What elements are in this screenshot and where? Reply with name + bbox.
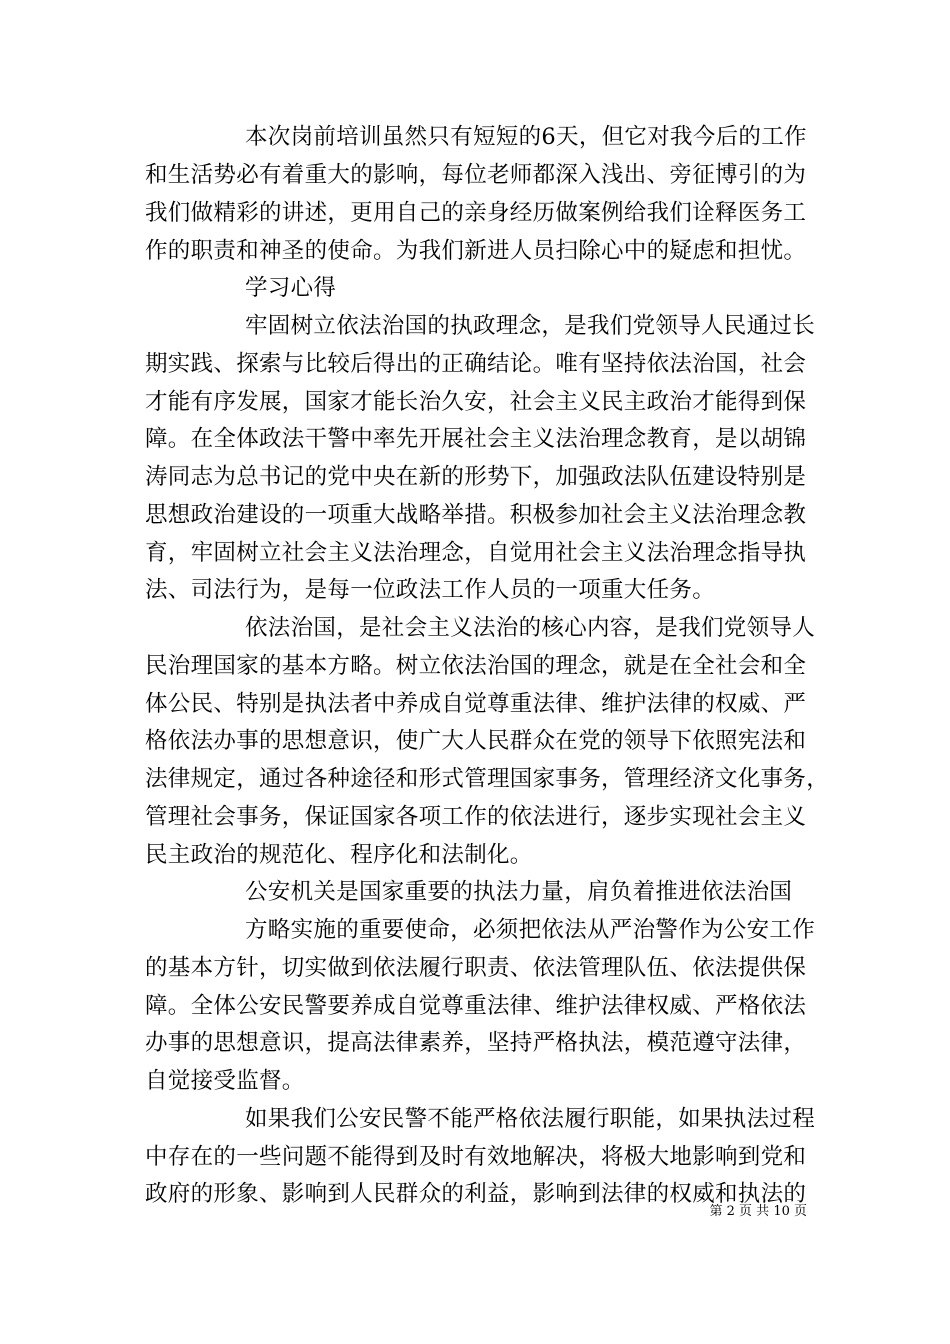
- body-text-line: 涛同志为总书记的党中央在新的形势下，加强政法队伍建设特别是: [145, 464, 807, 490]
- body-text-line: 障。全体公安民警要养成自觉尊重法律、维护法律权威、严格依法: [145, 993, 807, 1019]
- body-text-line: 法、司法行为，是每一位政法工作人员的一项重大任务。: [145, 577, 716, 603]
- body-text-line: 期实践、探索与比较后得出的正确结论。唯有坚持依法治国，社会: [145, 351, 807, 377]
- body-text-line: 作的职责和神圣的使命。为我们新进人员扫除心中的疑虑和担忧。: [145, 238, 807, 264]
- body-text-line: 民主政治的规范化、程序化和法制化。: [145, 842, 533, 868]
- body-text-line: 体公民、特别是执法者中养成自觉尊重法律、维护法律的权威、严: [145, 691, 807, 717]
- body-text-line: 本次岗前培训虽然只有短短的6天，但它对我今后的工作: [245, 124, 807, 150]
- body-text-line: 我们做精彩的讲述，更用自己的亲身经历做案例给我们诠释医务工: [145, 200, 807, 226]
- body-text-line: 中存在的一些问题不能得到及时有效地解决，将极大地影响到党和: [145, 1144, 807, 1170]
- body-text-line: 法律规定，通过各种途径和形式管理国家事务，管理经济文化事务，: [145, 766, 830, 792]
- body-text-line: 如果我们公安民警不能严格依法履行职能，如果执法过程: [245, 1106, 816, 1132]
- body-text-line: 依法治国，是社会主义法治的核心内容，是我们党领导人: [245, 615, 816, 641]
- body-text-line: 办事的思想意识，提高法律素养，坚持严格执法，模范遵守法律，: [145, 1030, 807, 1056]
- page-number-footer: 第 2 页 共 10 页: [709, 1204, 807, 1219]
- body-text-line: 障。在全体政法干警中率先开展社会主义法治理念教育，是以胡锦: [145, 426, 807, 452]
- body-text-line: 育，牢固树立社会主义法治理念，自觉用社会主义法治理念指导执: [145, 540, 807, 566]
- body-text-line: 思想政治建设的一项重大战略举措。积极参加社会主义法治理念教: [145, 502, 807, 528]
- body-text-line: 民治理国家的基本方略。树立依法治国的理念，就是在全社会和全: [145, 653, 807, 679]
- body-text-line: 自觉接受监督。: [145, 1068, 305, 1094]
- body-text-line: 管理社会事务，保证国家各项工作的依法进行，逐步实现社会主义: [145, 804, 807, 830]
- body-text-line: 格依法办事的思想意识，使广大人民群众在党的领导下依照宪法和: [145, 728, 807, 754]
- body-text-line: 和生活势必有着重大的影响，每位老师都深入浅出、旁征博引的为: [145, 162, 807, 188]
- body-text-line: 公安机关是国家重要的执法力量，肩负着推进依法治国: [245, 879, 793, 905]
- body-text-line: 政府的形象、影响到人民群众的利益，影响到法律的权威和执法的: [145, 1181, 807, 1207]
- section-heading: 学习心得: [245, 275, 337, 301]
- body-text-line: 才能有序发展，国家才能长治久安，社会主义民主政治才能得到保: [145, 389, 807, 415]
- body-text-line: 的基本方针，切实做到依法履行职责、依法管理队伍、依法提供保: [145, 955, 807, 981]
- body-text-line: 方略实施的重要使命，必须把依法从严治警作为公安工作: [245, 917, 816, 943]
- body-text-line: 牢固树立依法治国的执政理念，是我们党领导人民通过长: [245, 313, 816, 339]
